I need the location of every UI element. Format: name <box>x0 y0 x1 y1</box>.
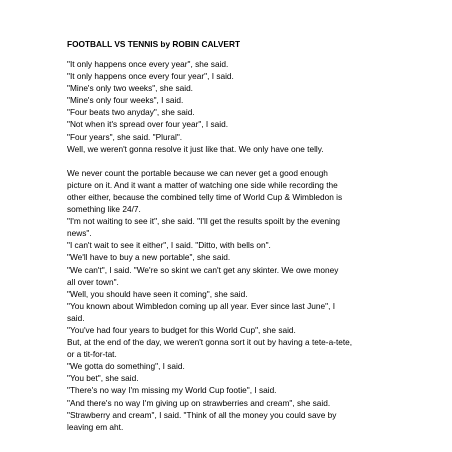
text-line: "There's no way I'm missing my World Cup footie", I said. <box>67 385 277 396</box>
text-line: "Mine's only two weeks", she said. <box>67 83 193 94</box>
text-line: "You've had four years to budget for this World Cup", she said. <box>67 324 296 335</box>
text-line: Well, we weren't gonna resolve it just like that. We only have one telly. <box>67 143 324 154</box>
text-line: picture on it. And it want a matter of watching one side while recording the <box>67 179 338 190</box>
text-line: "Strawberry and cream", I said. "Think of all the money you could save by <box>67 409 337 420</box>
text-line: "We'll have to buy a new portable", she said. <box>67 252 231 263</box>
text-line: "I can't wait to see it either", I said. "Ditto, with bells on". <box>67 240 271 251</box>
text-line: "We gotta do something", I said. <box>67 361 185 372</box>
text-line: "I'm not waiting to see it", she said. "I'll get the results spoilt by the evening <box>67 216 341 227</box>
text-line: "And there's no way I'm giving up on strawberries and cream", she said. <box>67 397 331 408</box>
text-line: "Well, you should have seen it coming", she said. <box>67 288 248 299</box>
text-line: "You known about Wimbledon coming up all year. Ever since last June", I <box>67 300 336 311</box>
text-line: leaving em aht. <box>67 421 124 432</box>
text-line: "It only happens once every year", she said. <box>67 59 229 69</box>
text-line: "Four years", she said. "Plural". <box>67 131 183 142</box>
text-line: said. <box>67 312 85 323</box>
text-line: We never count the portable because we can never get a good enough <box>67 167 328 178</box>
text-line: "You bet", she said. <box>67 373 139 384</box>
text-line: "We can't", I said. "We're so skint we can't get any skinter. We owe money <box>67 264 339 275</box>
document-page <box>67 38 387 433</box>
text-line: "It only happens once every four year", I said. <box>67 71 234 82</box>
text-line: "Mine's only four weeks", I said. <box>67 95 184 106</box>
text-line: or a tit-for-tat. <box>67 349 117 360</box>
text-line: "Not when it's spread over four year", I said. <box>67 119 229 130</box>
text-line: But, at the end of the day, we weren't gonna sort it out by having a tete-a-tete, <box>67 337 353 348</box>
document-title: FOOTBALL VS TENNIS by ROBIN CALVERT <box>67 39 241 49</box>
text-line: something like 24/7. <box>67 204 141 215</box>
text-line: "Four beats two anyday", she said. <box>67 107 195 118</box>
text-line: other either, because the combined telly time of World Cup & Wimbledon is <box>67 191 343 202</box>
text-line: all over town". <box>67 276 119 287</box>
paragraph-gap <box>67 155 387 167</box>
text-line: news". <box>67 228 92 239</box>
document-body <box>67 58 387 433</box>
